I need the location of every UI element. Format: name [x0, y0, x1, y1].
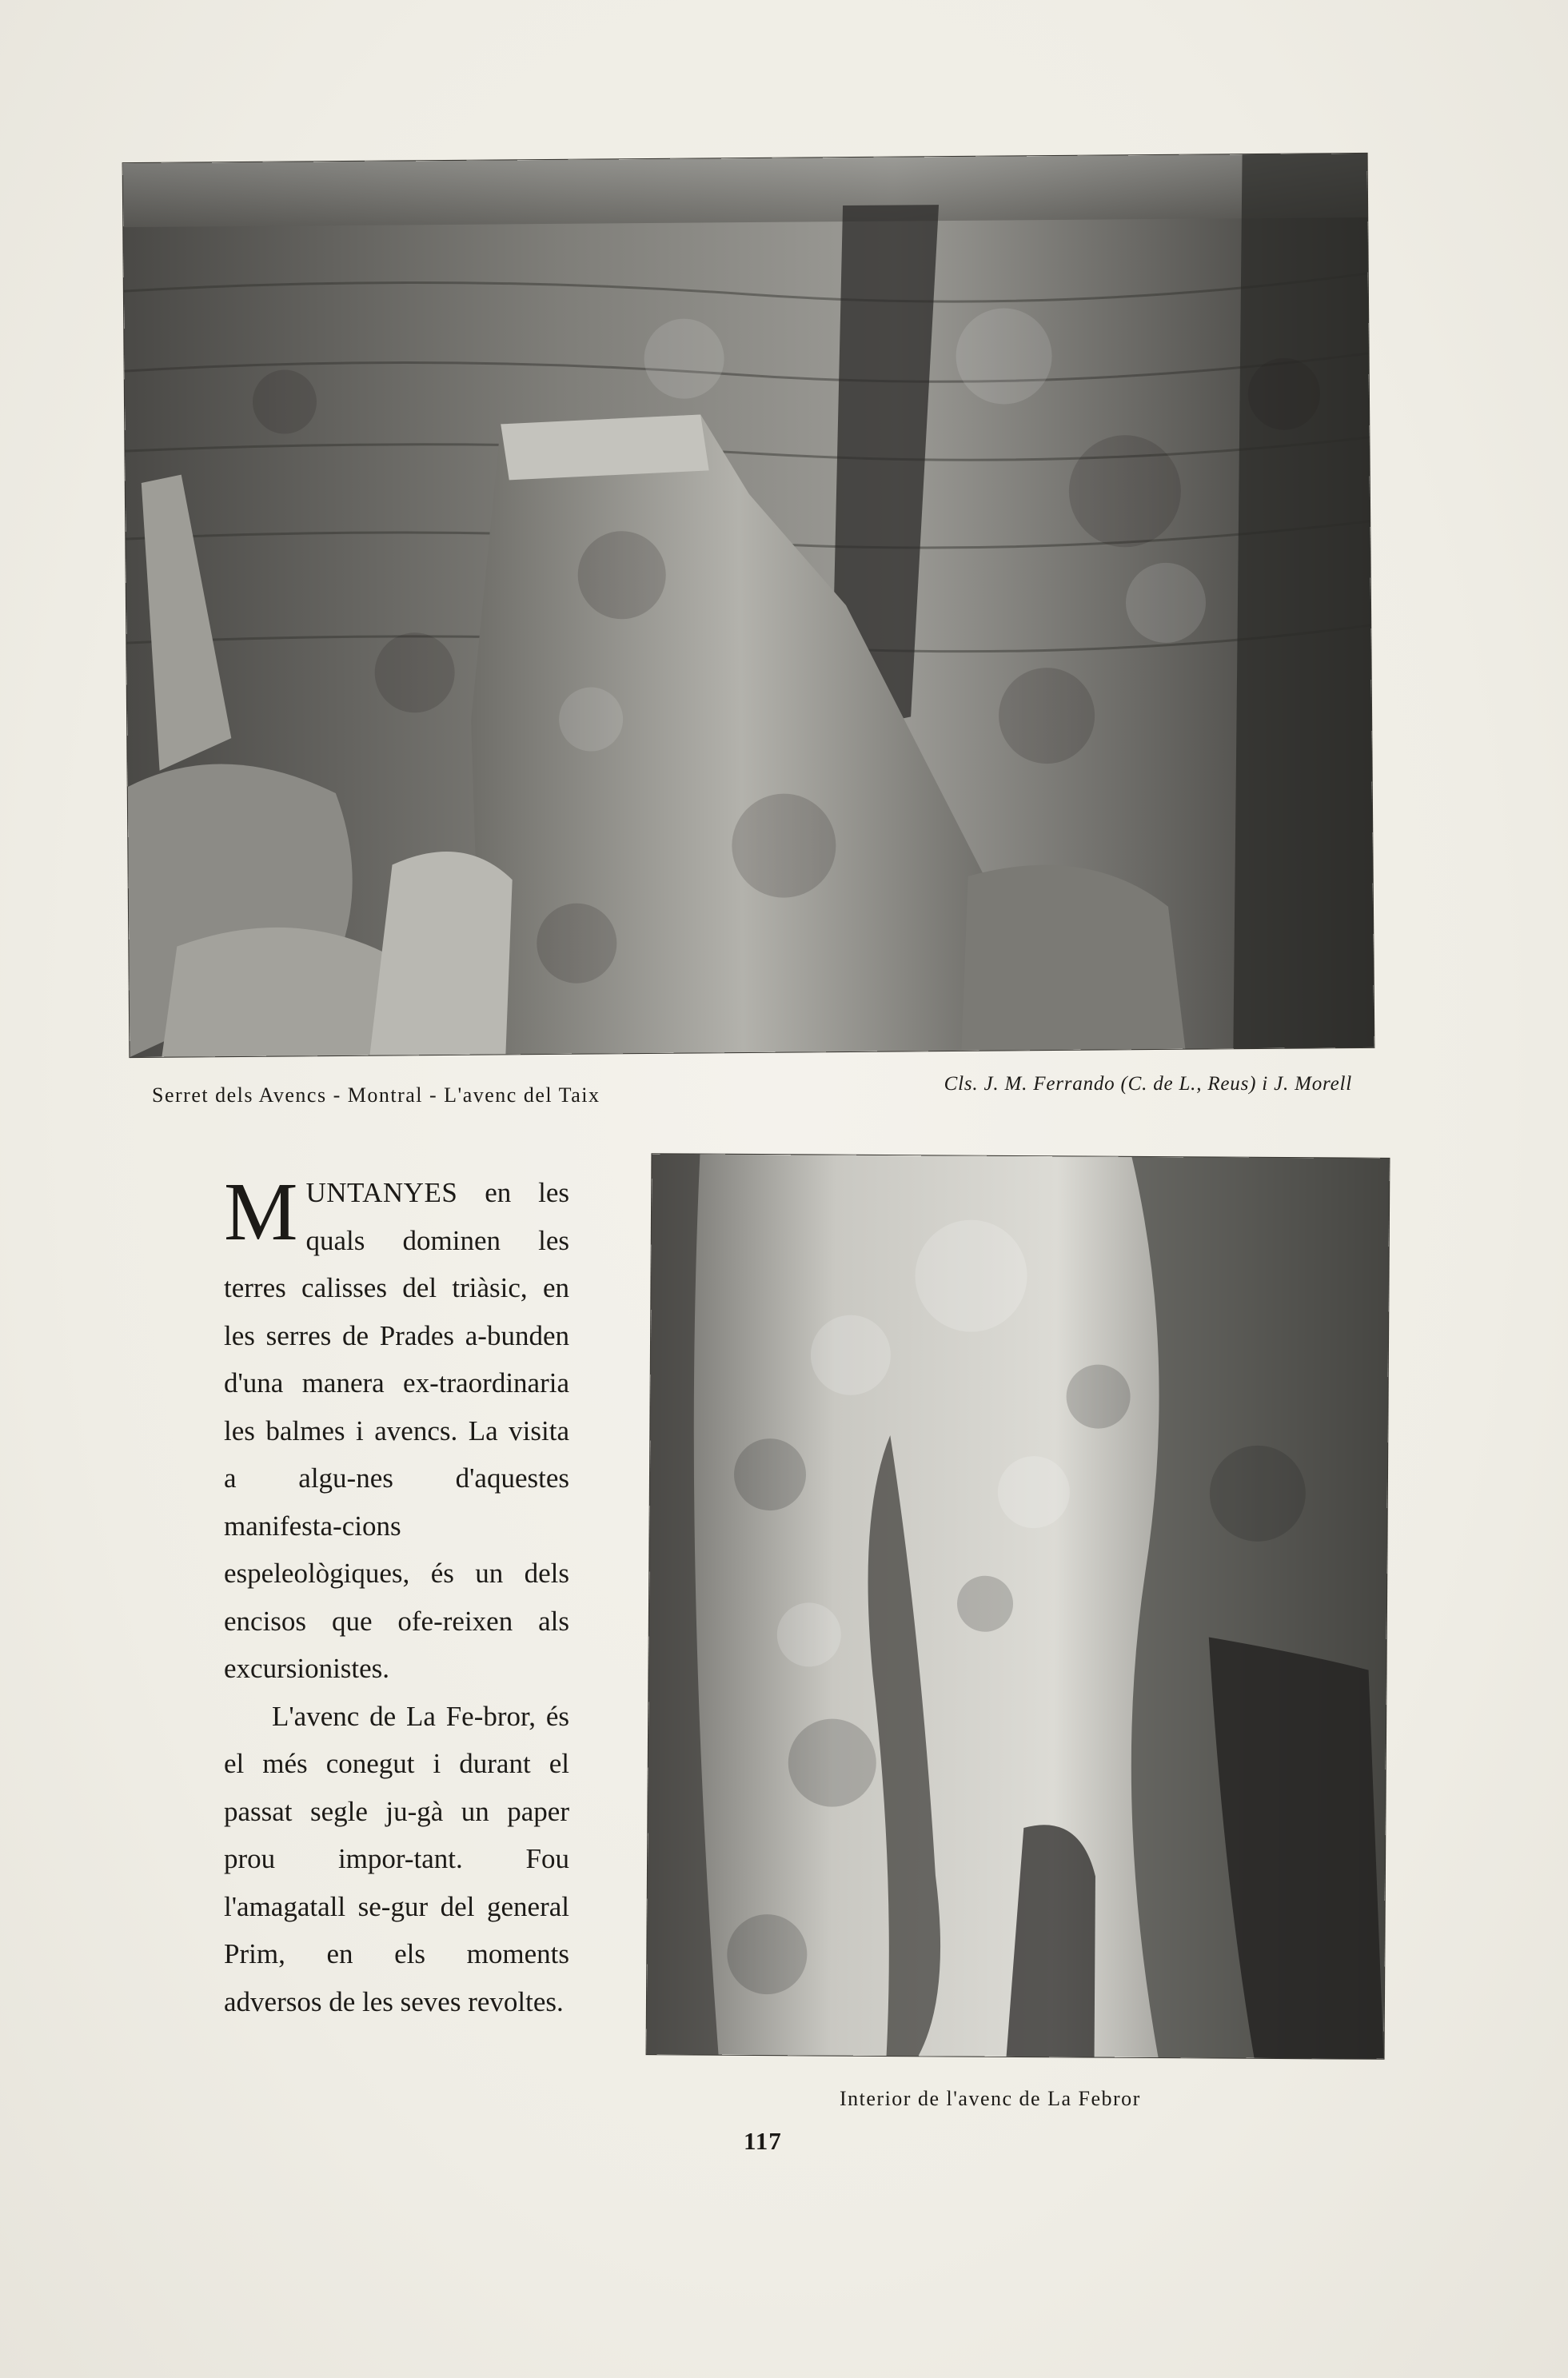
- cave-interior-photo: [647, 1154, 1390, 2059]
- paragraph-1-text: en les quals dominen les terres calisses del triàsic, en les serres de Prades a-bunden d'una manera ex-traordinaria les balmes i avencs. La visita a algu-nes d'aquestes manifesta-cions espeleològiques, és un dels encisos que ofe-reixen als excursionistes.: [224, 1177, 569, 1684]
- photo-interior-avenc: [647, 1154, 1390, 2059]
- page-number: 117: [744, 2127, 782, 2155]
- photo-caption-top: Serret dels Avencs - Montral - L'avenc del Taix: [152, 1083, 600, 1107]
- paragraph-2: L'avenc de La Fe-bror, és el més conegut i durant el passat segle ju-gà un paper prou impor-tant. Fou l'amagatall se-gur del general Prim, en els moments adversos de les seves revoltes.: [224, 1700, 569, 2017]
- photo-credit-top: Cls. J. M. Ferrando (C. de L., Reus) i J. Morell: [944, 1073, 1352, 1095]
- rock-cliff-photo: [123, 154, 1374, 1057]
- article-body: [224, 1166, 569, 2025]
- paragraph-1: [224, 1166, 569, 1693]
- photo-caption-bottom: Interior de l'avenc de La Febror: [840, 2087, 1141, 2110]
- photo-serret-dels-avencs: [123, 154, 1374, 1057]
- first-word-rest: UNTANYES: [305, 1177, 458, 1208]
- drop-cap: M: [224, 1166, 298, 1258]
